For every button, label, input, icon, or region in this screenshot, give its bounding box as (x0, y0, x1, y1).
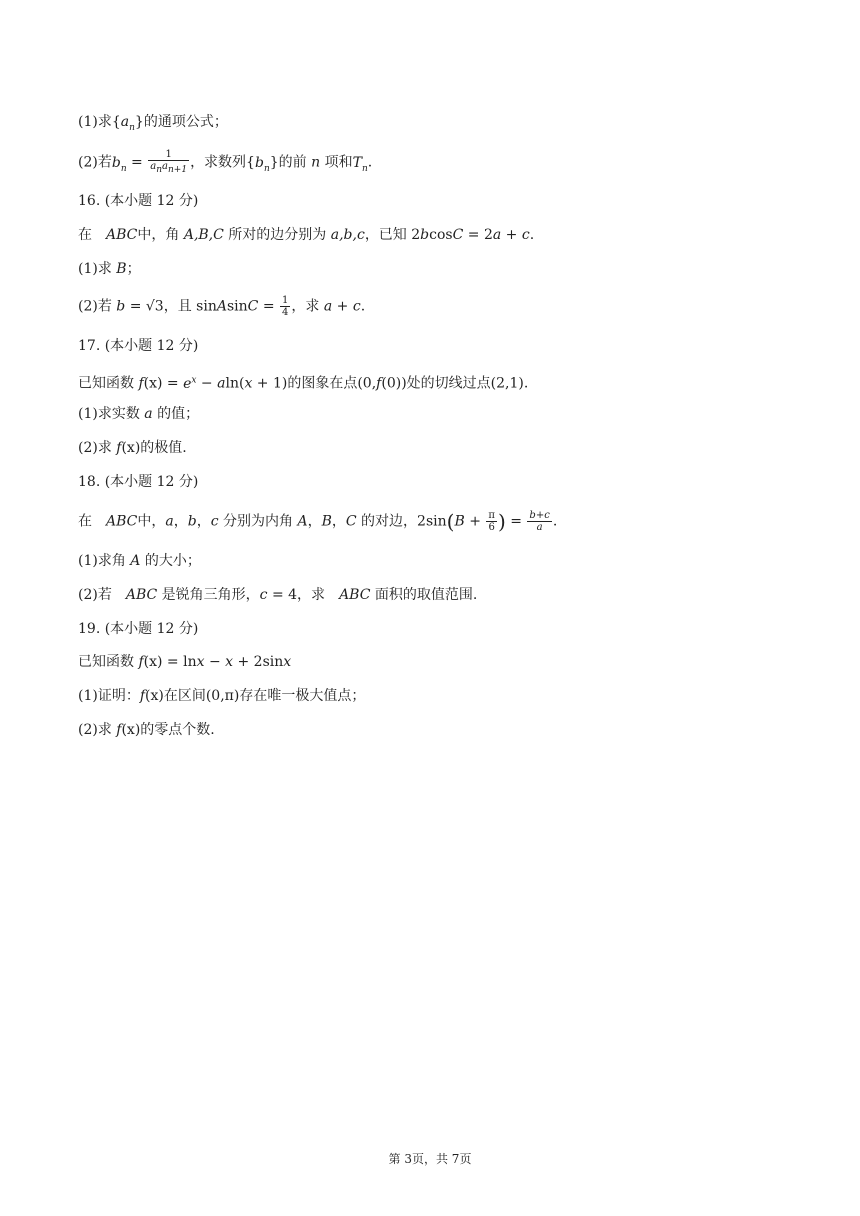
page-footer: 第 3页，共 7页 (388, 1152, 472, 1166)
q19-stem: 已知函数 f(x) = lnx − x + 2sinx (78, 654, 292, 670)
q18-stem: 在 ABC中，a，b，c 分别为内角 A，B，C 的对边，2sin(B + $\frac{\pi}{6}$ ) = $\frac{b+c}{a}$ . (78, 509, 558, 534)
q18-part2: (2)若 ABC 是锐角三角形，c = 4，求 ABC 面积的取值范围. (78, 587, 478, 603)
q17-title: 17. (本小题 12 分) (78, 338, 199, 354)
q15-part2: (2)若$b_n$ = $\frac{1}{a_na_{n+1}}$ ，求数列$\{b_n\}$的前 n 项和$T_n$. (78, 149, 373, 175)
q19-part2: (2)求 f(x)的零点个数. (78, 722, 215, 738)
q16-title: 16. (本小题 12 分) (78, 193, 199, 209)
q19-title: 19. (本小题 12 分) (78, 621, 199, 637)
q18-part1: (1)求角 A 的大小； (78, 553, 201, 569)
q18-title: 18. (本小题 12 分) (78, 474, 199, 490)
q19-part1: (1)证明：f(x)在区间(0,π)存在唯一极大值点； (78, 688, 366, 704)
q17-part1: (1)求实数 a 的值； (78, 406, 200, 422)
q15-part1: (1)求$\{a_n\}$的通项公式； (78, 114, 228, 133)
q16-part2: (2)若 b = √3，且 sinAsinC = $\frac{1}{4}$ ，求 a + c. (78, 295, 366, 318)
q16-part1: (1)求 B； (78, 261, 141, 277)
q17-part2: (2)求 f(x)的极值. (78, 440, 187, 456)
q16-stem: 在 ABC中，角 A,B,C 所对的边分别为 a,b,c，已知 2bcosC = 2a + c. (78, 227, 535, 243)
q17-stem: 已知函数 $f(x) = e^x - aln(x + 1)$的图象在点(0,f(0))处的切线过点(2,1). (78, 375, 529, 392)
